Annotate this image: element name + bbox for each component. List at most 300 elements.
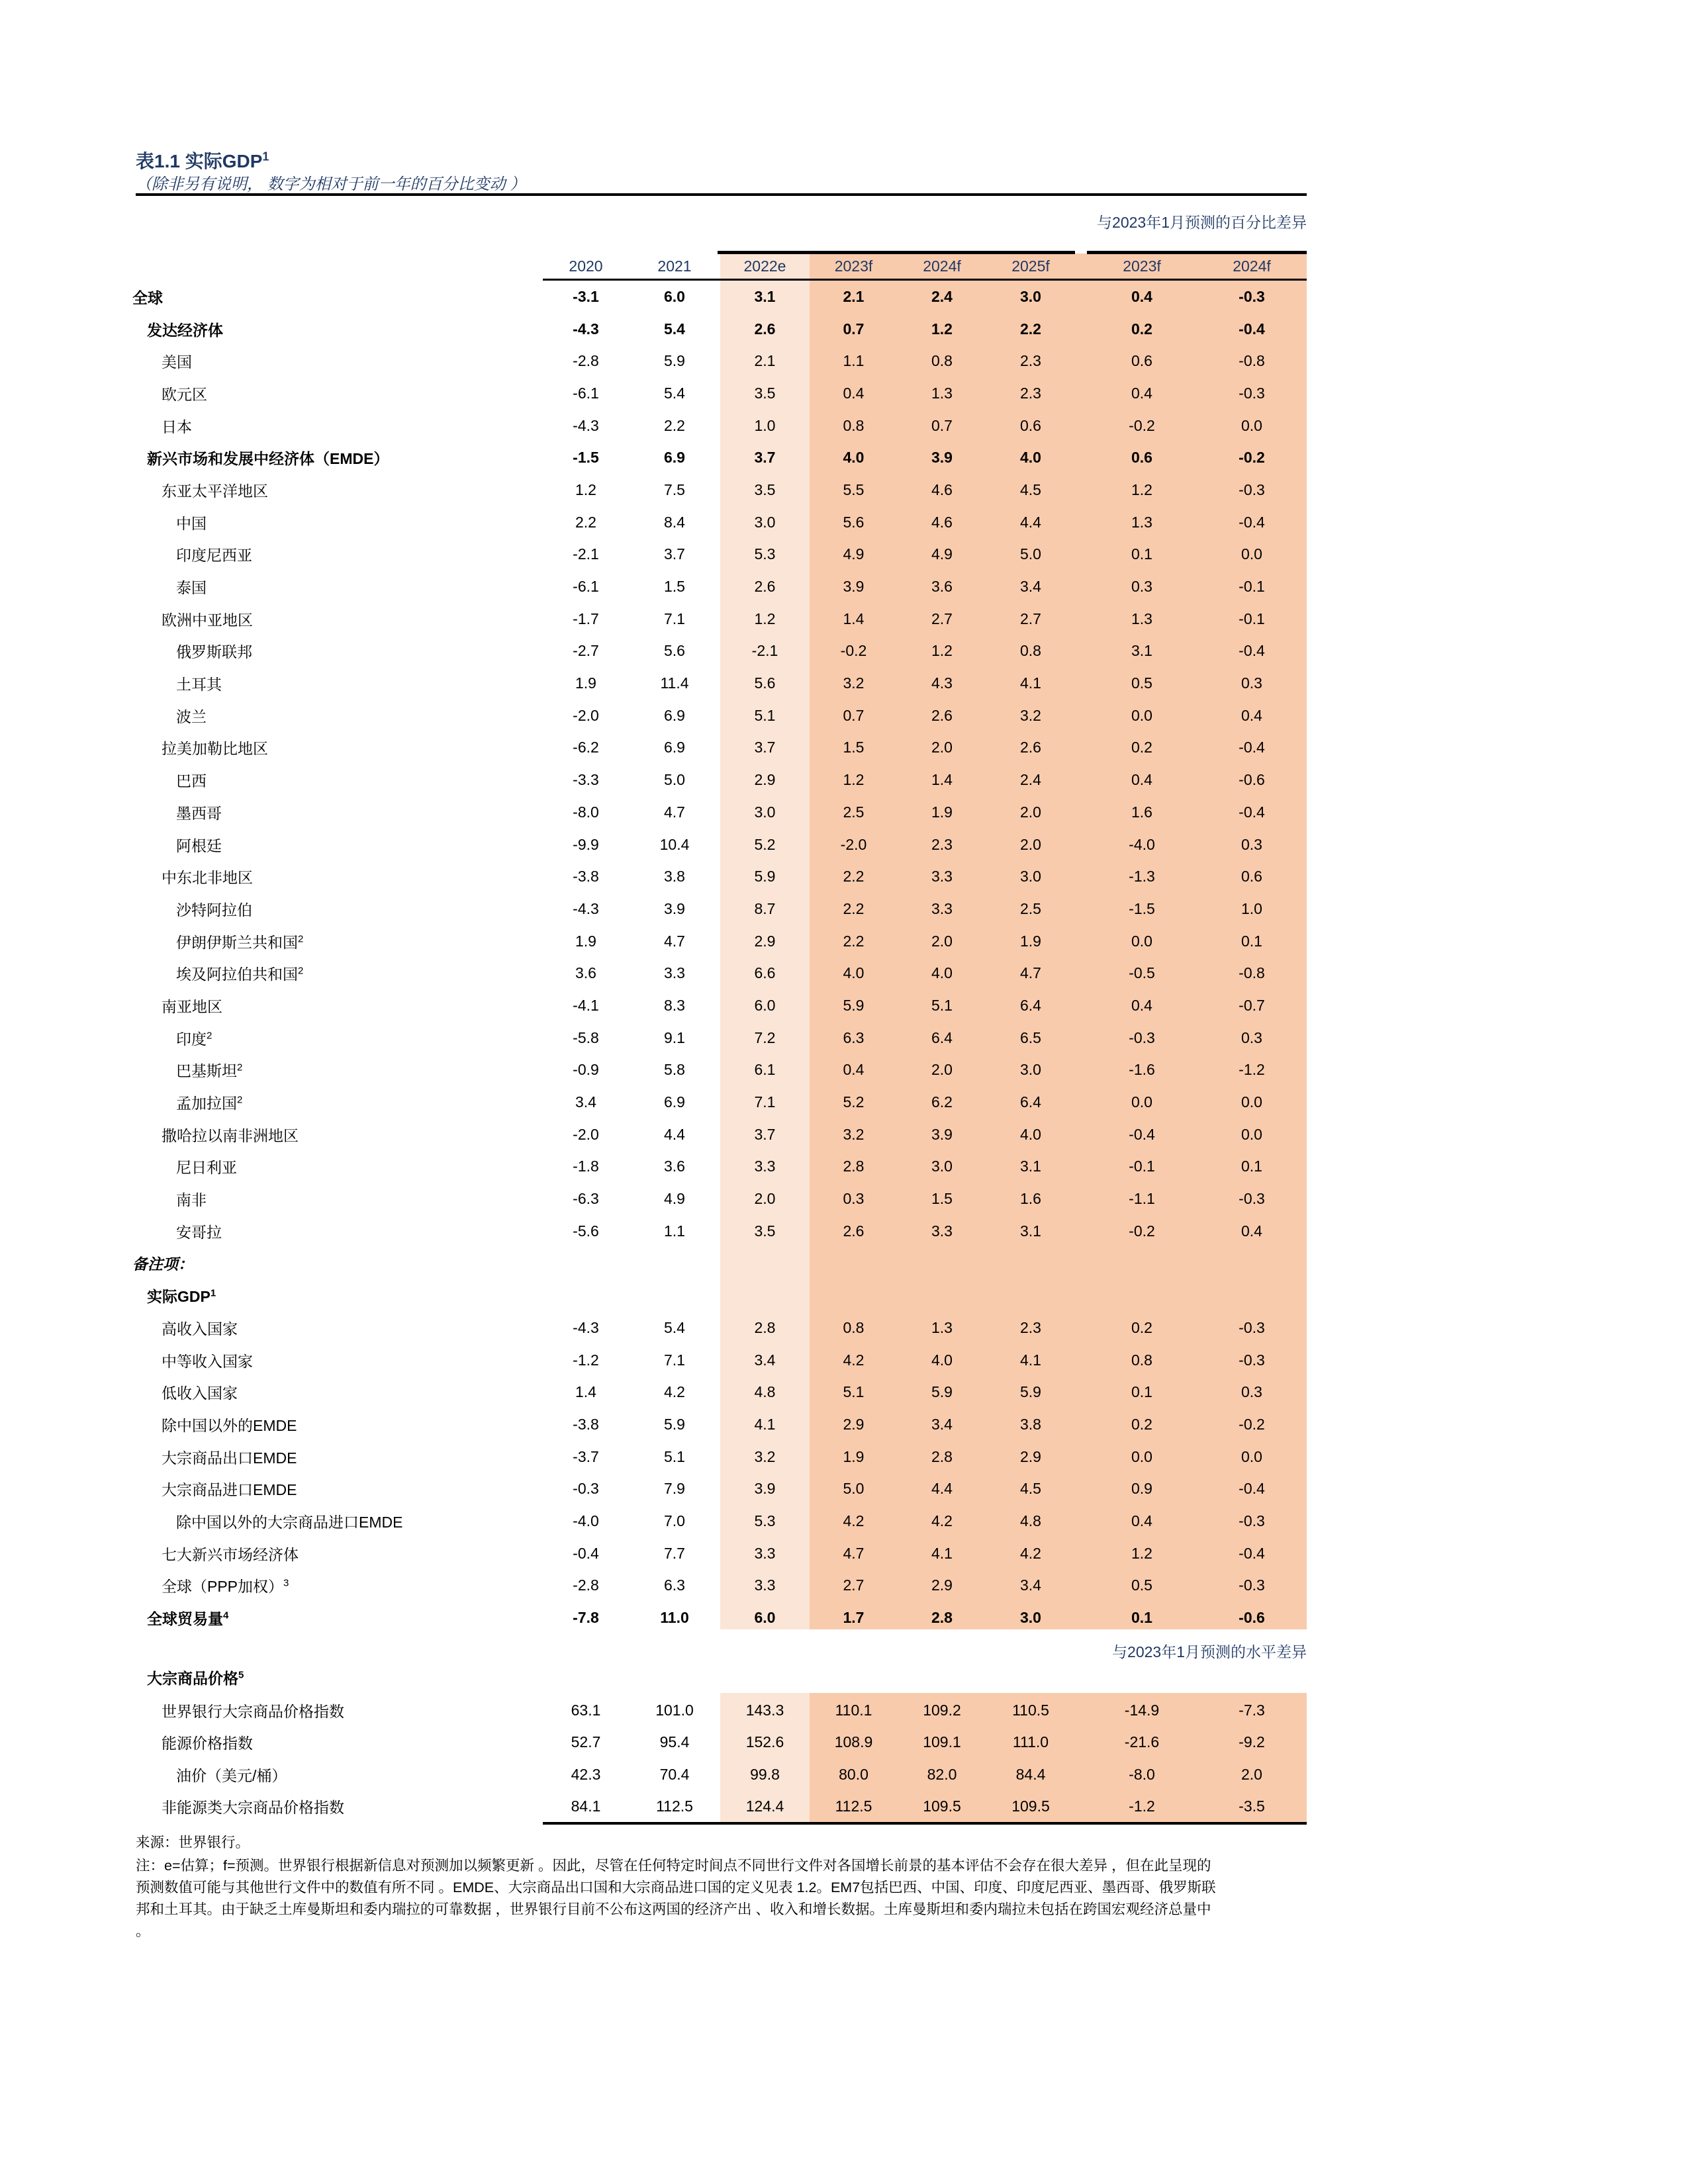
value-cell: 0.2	[1131, 1318, 1152, 1336]
value-cell: -2.8	[573, 1576, 599, 1594]
value-cell: 2.3	[1020, 384, 1041, 402]
row-label-superscript: 2	[298, 965, 304, 977]
value-cell: 1.3	[931, 1318, 953, 1336]
value-cell: -0.4	[1239, 1480, 1265, 1498]
value-cell: 5.4	[664, 1318, 685, 1336]
table-row	[132, 1537, 1307, 1570]
value-cell: 0.0	[1131, 1093, 1152, 1111]
table-row	[132, 539, 1307, 571]
value-cell: 2.4	[931, 287, 953, 305]
value-cell: -0.9	[573, 1061, 599, 1079]
value-cell: 6.1	[754, 1061, 776, 1079]
value-cell: 1.5	[843, 739, 865, 756]
table-row	[132, 1570, 1307, 1602]
value-cell: -0.2	[1239, 1415, 1265, 1433]
value-cell: 109.5	[923, 1797, 961, 1815]
value-cell: -0.3	[1239, 480, 1265, 498]
value-cell: 2.9	[843, 1415, 865, 1433]
table-row	[132, 1758, 1307, 1791]
main-rows	[132, 281, 1307, 1634]
row-label: 油价（美元/桶）	[176, 1766, 287, 1784]
value-cell: 84.4	[1015, 1765, 1046, 1783]
value-cell: 7.9	[664, 1480, 685, 1498]
value-cell: 2.1	[754, 352, 776, 370]
value-cell: 3.9	[931, 1125, 953, 1143]
value-cell: 3.3	[931, 868, 953, 886]
table-row	[132, 377, 1307, 410]
table-row	[132, 1054, 1307, 1087]
value-cell: 3.7	[754, 1125, 776, 1143]
value-cell: 0.3	[1131, 578, 1152, 596]
value-cell: 1.4	[843, 610, 865, 627]
value-cell: -1.6	[1129, 1061, 1155, 1079]
value-cell: 1.1	[843, 352, 865, 370]
value-cell: -0.4	[1239, 1544, 1265, 1562]
value-cell: 124.4	[745, 1797, 784, 1815]
value-cell: 2.5	[843, 803, 865, 821]
row-label: 除中国以外的大宗商品进口EMDE	[176, 1513, 403, 1531]
value-cell: -7.3	[1239, 1701, 1265, 1719]
value-cell: 2.2	[843, 868, 865, 886]
value-cell: 52.7	[571, 1733, 601, 1751]
value-cell: 109.1	[923, 1733, 961, 1751]
value-cell: 3.0	[1020, 1609, 1041, 1627]
row-label: 欧元区	[162, 385, 207, 403]
value-cell: 0.9	[1131, 1480, 1152, 1498]
table-row	[132, 1376, 1307, 1408]
value-cell: 109.5	[1011, 1797, 1050, 1815]
value-cell: 5.1	[843, 1383, 865, 1401]
table-row	[132, 570, 1307, 603]
value-cell: -4.0	[1129, 835, 1155, 853]
value-cell: 0.1	[1131, 545, 1152, 563]
value-cell: 0.8	[843, 1318, 865, 1336]
value-cell: 5.6	[664, 642, 685, 660]
value-cell: 4.2	[843, 1351, 865, 1369]
value-cell: -5.8	[573, 1028, 599, 1046]
table-row	[132, 764, 1307, 796]
value-cell: 0.4	[843, 1061, 865, 1079]
table-row	[132, 1602, 1307, 1634]
value-cell: 4.1	[754, 1415, 776, 1433]
value-cell: 1.9	[575, 674, 596, 692]
value-cell: -0.5	[1129, 964, 1155, 982]
value-cell: -6.2	[573, 739, 599, 756]
value-cell: 0.0	[1241, 1447, 1262, 1465]
value-cell: -1.2	[1239, 1061, 1265, 1079]
value-cell: -0.1	[1239, 578, 1265, 596]
value-cell: -0.7	[1239, 996, 1265, 1014]
value-cell: 6.9	[664, 706, 685, 724]
value-cell: -0.4	[1239, 513, 1265, 531]
row-label: 欧洲中亚地区	[162, 611, 253, 629]
value-cell: 2.0	[931, 739, 953, 756]
note-line: 预测数值可能与其他世行文件中的数值有所不同 。EMDE、大宗商品出口国和大宗商品进口国的定义见表 1.2。EM7包括巴西、中国、印度、印度尼西亚、墨西哥、俄罗斯联	[136, 1880, 1216, 1895]
value-cell: 2.9	[754, 932, 776, 950]
value-cell: -2.0	[840, 835, 867, 853]
value-cell: 3.6	[664, 1158, 685, 1175]
value-cell: 1.9	[931, 803, 953, 821]
value-cell: -4.3	[573, 899, 599, 917]
table-row	[132, 635, 1307, 668]
value-cell: 2.3	[1020, 352, 1041, 370]
value-cell: 3.6	[575, 964, 596, 982]
page-title: 表1.1 实际GDP$^1$	[136, 150, 269, 171]
value-cell: 2.2	[843, 899, 865, 917]
value-cell: 5.9	[664, 1415, 685, 1433]
table-row	[132, 1151, 1307, 1183]
value-cell: 2.4	[1020, 771, 1041, 789]
table-row	[132, 1022, 1307, 1054]
value-cell: 6.4	[931, 1028, 953, 1046]
value-cell: 2.0	[1241, 1765, 1262, 1783]
value-cell: 3.0	[754, 803, 776, 821]
value-cell: 1.3	[931, 384, 953, 402]
value-cell: 0.8	[843, 416, 865, 434]
row-label-superscript: 1	[210, 1287, 216, 1299]
value-cell: 70.4	[659, 1765, 690, 1783]
value-cell: 2.6	[931, 706, 953, 724]
value-cell: 4.9	[664, 1190, 685, 1208]
value-cell: 3.1	[754, 287, 776, 305]
value-cell: 0.3	[1241, 1383, 1262, 1401]
value-cell: 2.6	[754, 578, 776, 596]
value-cell: 1.2	[931, 642, 953, 660]
page-subtitle: （除非另有说明， 数字为相对于前一年的百分比变动 ）	[136, 175, 526, 193]
row-label: 日本	[162, 418, 192, 435]
table-row	[132, 1694, 1307, 1727]
value-cell: 0.1	[1241, 932, 1262, 950]
source-note: 来源：世界银行。	[136, 1835, 250, 1850]
row-label: 泰国	[176, 579, 207, 597]
value-cell: 99.8	[750, 1765, 780, 1783]
value-cell: -4.0	[573, 1512, 599, 1529]
row-label: 七大新兴市场经济体	[162, 1545, 299, 1563]
value-cell: -4.1	[573, 996, 599, 1014]
value-cell: -0.8	[1239, 352, 1265, 370]
value-cell: 5.3	[754, 1512, 776, 1529]
table-row	[132, 1473, 1307, 1505]
value-cell: 2.0	[1020, 803, 1041, 821]
value-cell: -0.6	[1239, 1609, 1265, 1627]
value-cell: 4.2	[931, 1512, 953, 1529]
value-cell: 2.8	[843, 1158, 865, 1175]
value-cell: 6.0	[754, 1609, 776, 1627]
note-line: 。	[136, 1923, 150, 1939]
table-row	[132, 1215, 1307, 1248]
value-cell: 1.2	[931, 320, 953, 338]
value-cell: 5.9	[931, 1383, 953, 1401]
value-cell: -1.2	[1129, 1797, 1155, 1815]
value-cell: 2.8	[754, 1318, 776, 1336]
row-label-superscript: 4	[223, 1610, 229, 1621]
value-cell: -2.1	[573, 545, 599, 563]
value-cell: -0.3	[1239, 1318, 1265, 1336]
value-cell: 6.0	[754, 996, 776, 1014]
value-cell: 5.9	[1020, 1383, 1041, 1401]
value-cell: 5.6	[843, 513, 865, 531]
value-cell: -0.4	[573, 1544, 599, 1562]
value-cell: 1.1	[664, 1222, 685, 1240]
value-cell: 0.4	[1131, 996, 1152, 1014]
value-cell: -0.2	[1129, 1222, 1155, 1240]
value-cell: -1.2	[573, 1351, 599, 1369]
value-cell: 2.2	[664, 416, 685, 434]
value-cell: 5.1	[931, 996, 953, 1014]
value-cell: -0.3	[1239, 1190, 1265, 1208]
value-cell: -1.3	[1129, 868, 1155, 886]
value-cell: -3.7	[573, 1447, 599, 1465]
value-cell: -0.8	[1239, 964, 1265, 982]
value-cell: 6.0	[664, 287, 685, 305]
value-cell: 2.9	[931, 1576, 953, 1594]
value-cell: 7.1	[664, 610, 685, 627]
value-cell: -1.5	[573, 449, 599, 467]
value-cell: 2.0	[1020, 835, 1041, 853]
table-row	[132, 603, 1307, 635]
value-cell: -0.2	[1239, 449, 1265, 467]
note-line: 邦和土耳其。由于缺乏土库曼斯坦和委内瑞拉的可靠数据 ，世界银行目前不公布这两国的经济产出 、收入和增长数据。土库曼斯坦和委内瑞拉未包括在跨国宏观经济总量中	[136, 1901, 1211, 1917]
table-row	[132, 1183, 1307, 1215]
value-cell: 2.2	[1020, 320, 1041, 338]
value-cell: 5.4	[664, 320, 685, 338]
row-label-superscript: 2	[237, 1094, 243, 1106]
value-cell: 3.2	[754, 1447, 776, 1465]
row-label: 中等收入国家	[162, 1352, 253, 1370]
value-cell: 2.0	[931, 1061, 953, 1079]
value-cell: 84.1	[571, 1797, 601, 1815]
row-label: 大宗商品进口EMDE	[162, 1481, 297, 1499]
value-cell: 5.4	[664, 384, 685, 402]
value-cell: 4.9	[843, 545, 865, 563]
row-label: 除中国以外的EMDE	[162, 1416, 297, 1434]
value-cell: 3.5	[754, 480, 776, 498]
value-cell: 3.9	[931, 449, 953, 467]
value-cell: 5.9	[843, 996, 865, 1014]
value-cell: 4.9	[931, 545, 953, 563]
table-row	[132, 1408, 1307, 1441]
value-cell: 1.3	[1131, 610, 1152, 627]
value-cell: 3.0	[1020, 287, 1041, 305]
value-cell: 6.4	[1020, 1093, 1041, 1111]
value-cell: 0.0	[1131, 706, 1152, 724]
diff-group-rule	[1087, 251, 1307, 254]
value-cell: 7.0	[664, 1512, 685, 1529]
value-cell: 2.8	[931, 1447, 953, 1465]
commodity-rows	[132, 1694, 1307, 1823]
commodity-header-superscript: 5	[238, 1669, 244, 1681]
value-cell: 4.2	[843, 1512, 865, 1529]
value-cell: 4.6	[931, 480, 953, 498]
row-label: 备注项：	[132, 1255, 193, 1273]
value-cell: 0.7	[843, 706, 865, 724]
value-cell: 5.1	[754, 706, 776, 724]
value-cell: 1.9	[575, 932, 596, 950]
value-cell: 4.5	[1020, 1480, 1041, 1498]
value-cell: 0.6	[1131, 449, 1152, 467]
value-cell: 3.6	[931, 578, 953, 596]
table-row	[132, 506, 1307, 539]
value-cell: 8.4	[664, 513, 685, 531]
value-cell: 6.3	[843, 1028, 865, 1046]
value-cell: 5.1	[664, 1447, 685, 1465]
value-cell: 4.0	[1020, 449, 1041, 467]
value-cell: 1.3	[1131, 513, 1152, 531]
value-cell: 7.2	[754, 1028, 776, 1046]
value-cell: 0.8	[1020, 642, 1041, 660]
value-cell: 4.1	[931, 1544, 953, 1562]
value-cell: 3.4	[754, 1351, 776, 1369]
value-cell: 1.2	[843, 771, 865, 789]
value-cell: -14.9	[1124, 1701, 1160, 1719]
value-cell: -3.8	[573, 1415, 599, 1433]
value-cell: 0.4	[1131, 771, 1152, 789]
value-cell: 0.4	[1131, 384, 1152, 402]
value-cell: -0.1	[1239, 610, 1265, 627]
value-cell: 0.0	[1241, 1093, 1262, 1111]
value-cell: 2.6	[754, 320, 776, 338]
table-row	[132, 1248, 1307, 1280]
value-cell: -0.3	[1239, 1576, 1265, 1594]
table-row	[132, 989, 1307, 1022]
value-cell: 3.5	[754, 1222, 776, 1240]
value-cell: 1.5	[664, 578, 685, 596]
value-cell: 11.0	[660, 1609, 689, 1627]
value-cell: 3.8	[664, 868, 685, 886]
value-cell: 7.5	[664, 480, 685, 498]
row-label: 巴西	[176, 772, 207, 790]
value-cell: 5.2	[843, 1093, 865, 1111]
value-cell: 0.0	[1131, 932, 1152, 950]
row-label: 墨西哥	[176, 804, 222, 822]
value-cell: -2.0	[573, 706, 599, 724]
row-label: 发达经济体	[147, 321, 223, 339]
value-cell: 5.2	[754, 835, 776, 853]
value-cell: 4.6	[931, 513, 953, 531]
value-cell: 3.7	[664, 545, 685, 563]
value-cell: 4.4	[931, 1480, 953, 1498]
value-cell: 0.4	[1131, 287, 1152, 305]
value-cell: 6.9	[664, 739, 685, 756]
table-row	[132, 313, 1307, 345]
value-cell: 3.9	[664, 899, 685, 917]
value-cell: 3.2	[843, 674, 865, 692]
value-cell: 3.3	[931, 899, 953, 917]
value-cell: 2.2	[575, 513, 596, 531]
value-cell: 2.5	[1020, 899, 1041, 917]
value-cell: -0.4	[1239, 320, 1265, 338]
table-row	[132, 1344, 1307, 1377]
value-cell: 2.1	[843, 287, 865, 305]
column-header-2020: 2020	[569, 257, 603, 275]
value-cell: 0.7	[843, 320, 865, 338]
row-label-superscript: 2	[298, 933, 304, 944]
row-label: 阿根廷	[176, 837, 222, 854]
value-cell: 3.3	[664, 964, 685, 982]
row-label: 土耳其	[176, 676, 222, 694]
value-cell: 3.4	[1020, 578, 1041, 596]
row-label: 东亚太平洋地区	[162, 482, 268, 500]
value-cell: -4.3	[573, 1318, 599, 1336]
footnotes	[136, 1832, 1281, 1942]
value-cell: 3.8	[1020, 1415, 1041, 1433]
value-cell: 5.8	[664, 1061, 685, 1079]
value-cell: 4.8	[1020, 1512, 1041, 1529]
value-cell: -0.2	[840, 642, 867, 660]
value-cell: 6.5	[1020, 1028, 1041, 1046]
value-cell: 6.4	[1020, 996, 1041, 1014]
value-cell: 5.0	[843, 1480, 865, 1498]
table-row	[132, 925, 1307, 958]
value-cell: 0.7	[931, 416, 953, 434]
row-label: 印度$^2$	[176, 1030, 212, 1048]
value-cell: 2.6	[1020, 739, 1041, 756]
value-cell: 4.5	[1020, 480, 1041, 498]
value-cell: -0.4	[1239, 739, 1265, 756]
value-cell: 4.7	[664, 932, 685, 950]
value-cell: 0.2	[1131, 739, 1152, 756]
value-cell: 3.3	[754, 1158, 776, 1175]
value-cell: 1.2	[1131, 480, 1152, 498]
top-rule	[136, 193, 1307, 196]
row-label: 印度尼西亚	[176, 547, 252, 565]
level-diff-header: 与2023年1月预测的水平差异	[1112, 1643, 1307, 1661]
value-cell: 1.2	[1131, 1544, 1152, 1562]
value-cell: 6.2	[931, 1093, 953, 1111]
value-cell: 5.0	[664, 771, 685, 789]
table-row	[132, 345, 1307, 377]
value-cell: 5.0	[1020, 545, 1041, 563]
value-cell: 0.1	[1241, 1158, 1262, 1175]
value-cell: -0.3	[1239, 1512, 1265, 1529]
row-label: 拉美加勒比地区	[162, 740, 268, 758]
row-label: 尼日利亚	[176, 1159, 237, 1177]
table-row	[132, 1086, 1307, 1118]
row-label: 埃及阿拉伯共和国$^2$	[176, 965, 304, 983]
value-cell: 1.6	[1020, 1190, 1041, 1208]
value-cell: 2.7	[1020, 610, 1041, 627]
row-label: 中国	[176, 514, 207, 532]
value-cell: 108.9	[834, 1733, 873, 1751]
table-row	[132, 1312, 1307, 1344]
value-cell: 3.4	[1020, 1576, 1041, 1594]
value-cell: 3.1	[1020, 1158, 1041, 1175]
value-cell: 9.1	[664, 1028, 685, 1046]
value-cell: 3.7	[754, 449, 776, 467]
value-cell: 4.0	[843, 449, 865, 467]
table-row	[132, 957, 1307, 989]
row-label: 中东北非地区	[162, 869, 253, 887]
value-cell: 143.3	[745, 1701, 784, 1719]
column-header-2024f: 2024f	[923, 257, 961, 275]
value-cell: 7.1	[754, 1093, 776, 1111]
value-cell: 4.8	[754, 1383, 776, 1401]
row-label-superscript: 2	[237, 1062, 243, 1073]
value-cell: 3.5	[754, 384, 776, 402]
value-cell: -6.3	[573, 1190, 599, 1208]
value-cell: 5.9	[754, 868, 776, 886]
column-header-2023f: 2023f	[834, 257, 873, 275]
value-cell: 1.7	[843, 1609, 865, 1627]
value-cell: 109.2	[923, 1701, 961, 1719]
value-cell: 3.2	[843, 1125, 865, 1143]
value-cell: 3.0	[754, 513, 776, 531]
value-cell: 11.4	[660, 674, 689, 692]
value-cell: 0.4	[843, 384, 865, 402]
value-cell: 2.3	[1020, 1318, 1041, 1336]
value-cell: 0.1	[1131, 1383, 1152, 1401]
value-cell: -1.1	[1129, 1190, 1155, 1208]
